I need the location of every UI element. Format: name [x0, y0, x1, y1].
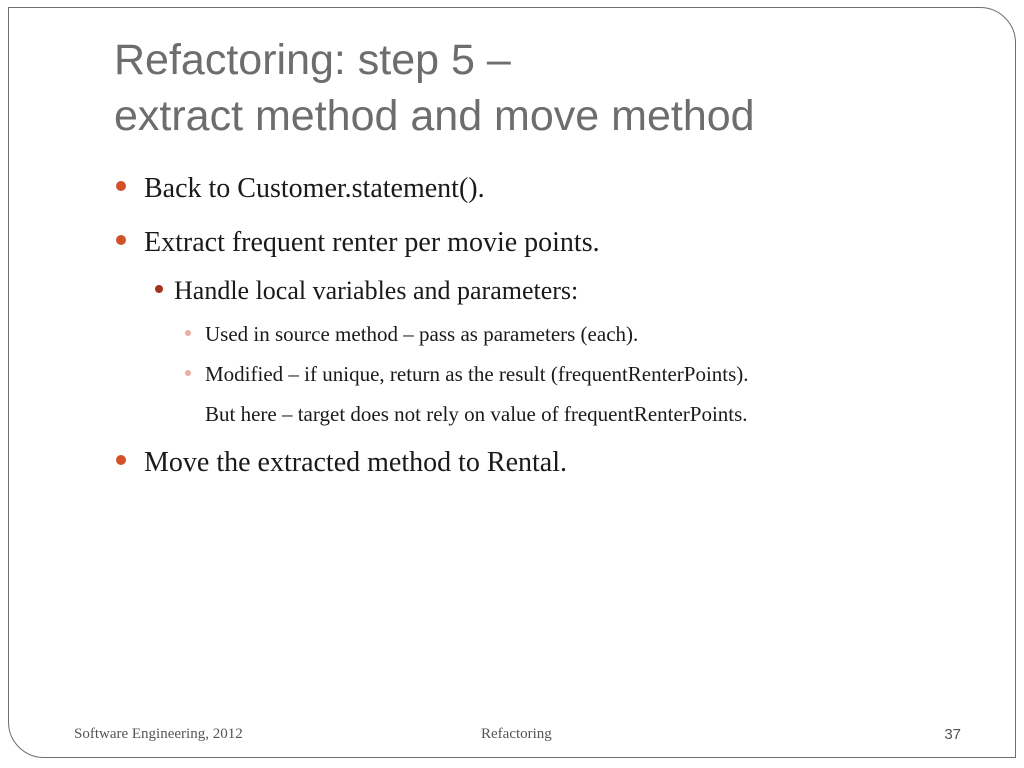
bullet-dot-icon [116, 181, 126, 191]
sub-bullet-text: Handle local variables and parameters: [174, 276, 579, 305]
continuation-text: But here – target does not rely on value of frequentRenterPoints. [205, 402, 748, 426]
slide-title-line-2: extract method and move method [114, 92, 755, 140]
slide-title-line-1: Refactoring: step 5 – [114, 36, 511, 84]
footer-center: Refactoring [481, 726, 552, 742]
bullet-dot-icon [116, 235, 126, 245]
sub-sub-bullet-dot-icon [185, 370, 191, 376]
sub-sub-bullet-text: Modified – if unique, return as the result (frequentRenterPoints). [205, 362, 749, 386]
bullet-text: Move the extracted method to Rental. [144, 447, 567, 478]
sub-bullet-dot-icon [155, 285, 163, 293]
bullet-text: Extract frequent renter per movie points. [144, 227, 600, 258]
slide-title [114, 32, 974, 144]
page-number: 37 [944, 726, 961, 743]
bullet-text: Back to Customer.statement(). [144, 173, 485, 204]
footer-left: Software Engineering, 2012 [74, 726, 243, 742]
sub-sub-bullet-dot-icon [185, 330, 191, 336]
sub-sub-bullet-text: Used in source method – pass as parameters (each). [205, 322, 639, 346]
bullet-dot-icon [116, 455, 126, 465]
